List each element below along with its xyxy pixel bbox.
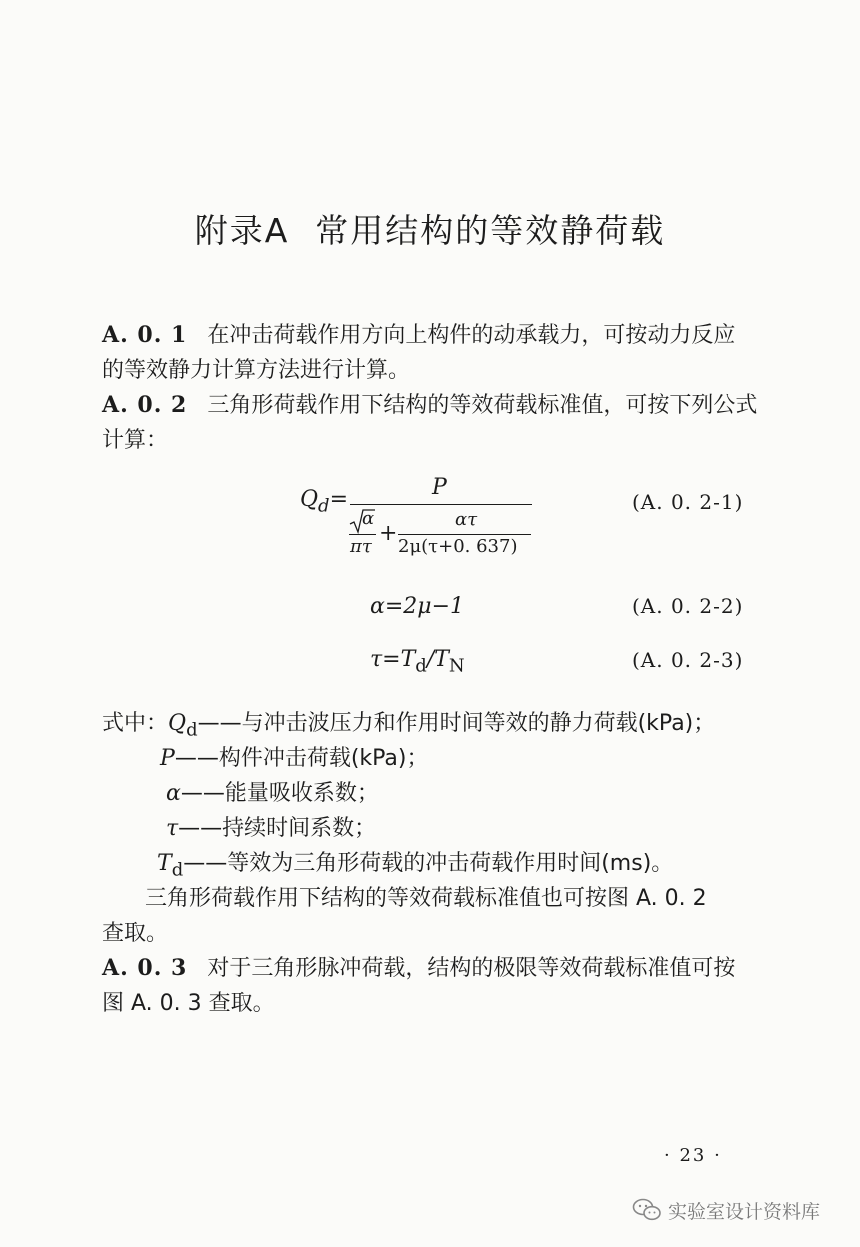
clause-a01-line2: 的等效静力计算方法进行计算。 xyxy=(102,358,411,383)
where-desc: ——与冲击波压力和作用时间等效的静力荷载(kPa)； xyxy=(197,711,716,736)
equation-number: (A. 0. 2-3) xyxy=(632,648,744,672)
note-line2: 查取。 xyxy=(102,921,169,946)
where-item-p: P——构件冲击荷载(kPa)； xyxy=(160,746,429,771)
where-desc: ——等效为三角形荷载的冲击荷载作用时间(ms)。 xyxy=(183,851,674,876)
where-item-tau: τ——持续时间系数； xyxy=(166,816,377,841)
formula-numerator: P xyxy=(432,475,447,500)
formula-lhs: $Q_d=$ xyxy=(300,487,349,517)
clause-text: 对于三角形脉冲荷载，结构的极限等效荷载标准值可按 xyxy=(207,956,736,981)
main-fraction-bar xyxy=(350,504,532,505)
where-item-alpha: α——能量吸收系数； xyxy=(166,781,379,806)
where-desc: ——构件冲击荷载(kPa)； xyxy=(174,746,429,771)
inner-fraction-bar xyxy=(398,534,531,535)
clause-a01-line1 xyxy=(102,318,735,349)
equation-number: (A. 0. 2-1) xyxy=(632,490,744,514)
watermark-text: 实验室设计资料库 xyxy=(668,1200,821,1223)
appendix-title xyxy=(0,205,860,252)
wechat-icon xyxy=(632,1197,662,1223)
where-item-td: $T_d——$等效为三角形荷载的冲击荷载作用时间(ms)。 xyxy=(157,851,674,881)
clause-number: A. 0. 2 xyxy=(102,392,188,418)
page-number: · 23 · xyxy=(664,1145,722,1166)
where-item-qd: 式中：$Q_d——$与冲击波压力和作用时间等效的静力荷载(kPa)； xyxy=(102,711,716,741)
where-desc: ——持续时间系数； xyxy=(178,816,377,841)
inner-denominator: 2μ(τ+0. 637) xyxy=(398,536,518,557)
plus-sign: + xyxy=(379,521,398,546)
formula-body: α=2μ−1 xyxy=(370,594,465,619)
appendix-label: 附录A xyxy=(194,211,290,250)
clause-a02-line2: 计算： xyxy=(102,428,169,453)
den-left: πτ xyxy=(350,536,372,557)
where-intro: 式中： xyxy=(102,711,169,736)
sqrt-argument: α xyxy=(362,508,375,529)
where-desc: ——能量吸收系数； xyxy=(180,781,379,806)
clause-number: A. 0. 3 xyxy=(102,955,188,981)
note-line1: 三角形荷载作用下结构的等效荷载标准值也可按图 A. 0. 2 xyxy=(145,886,707,911)
equation-number: (A. 0. 2-2) xyxy=(632,594,744,618)
appendix-heading: 常用结构的等效静荷载 xyxy=(315,211,666,250)
watermark xyxy=(632,1195,820,1225)
clause-a03-line2: 图 A. 0. 3 查取。 xyxy=(102,991,275,1016)
clause-text: 三角形荷载作用下结构的等效荷载标准值，可按下列公式 xyxy=(207,393,758,418)
clause-text: 在冲击荷载作用方向上构件的动承载力，可按动力反应 xyxy=(207,323,736,348)
clause-number: A. 0. 1 xyxy=(102,322,188,348)
clause-a02-line1 xyxy=(102,388,757,419)
clause-a03-line1 xyxy=(102,951,735,982)
sqrt-fraction-bar xyxy=(349,534,376,535)
formula-body: $\tau=T_d/T_N$ xyxy=(370,647,465,677)
inner-numerator: ατ xyxy=(455,509,478,530)
